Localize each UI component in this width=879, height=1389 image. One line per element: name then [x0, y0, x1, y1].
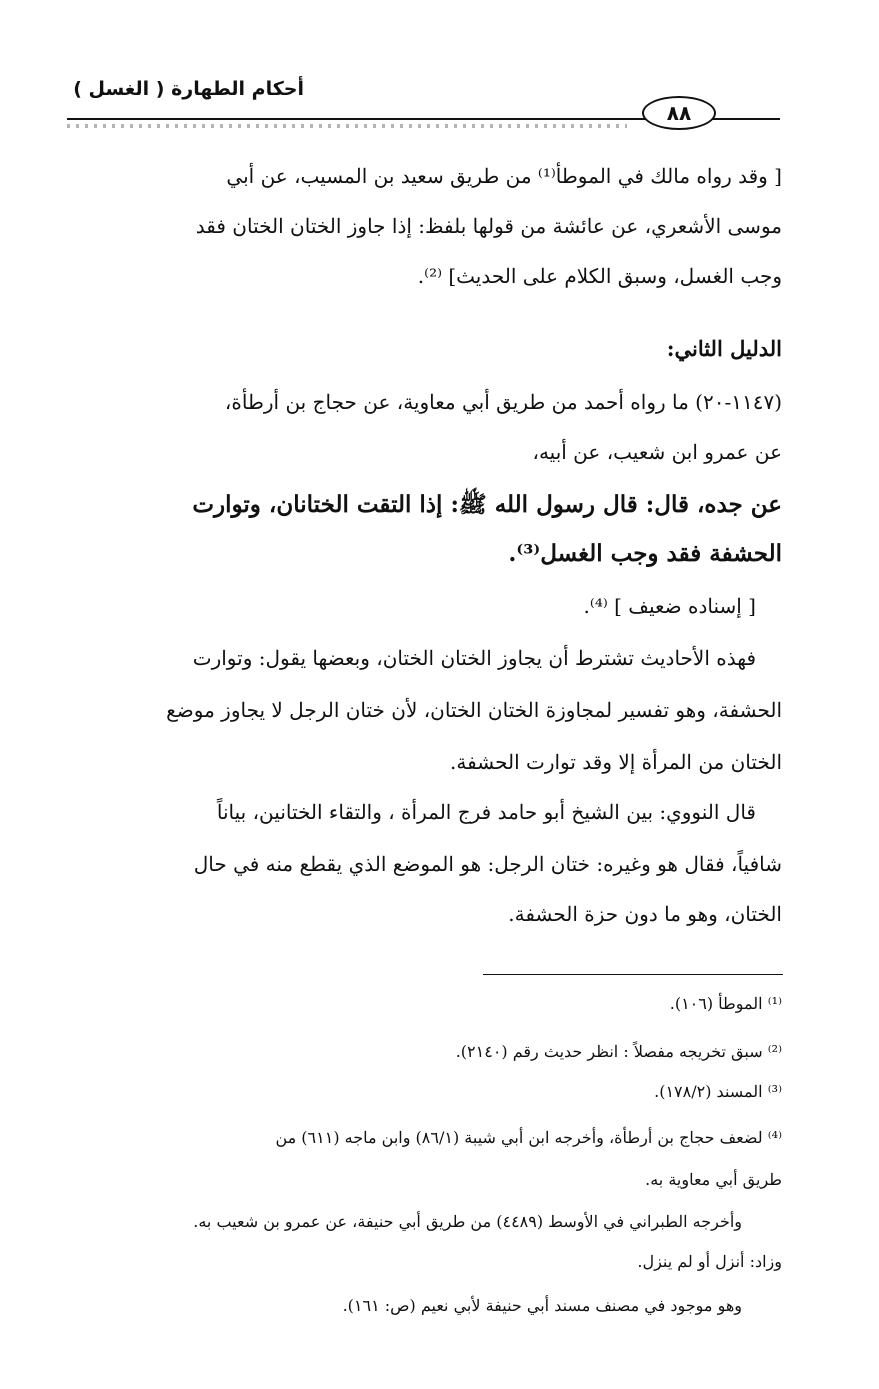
- footnote-continuation: وزاد: أنزل أو لم ينزل.: [637, 1252, 782, 1271]
- footnote: ⁽¹⁾ الموطأ (١٠٦).: [669, 994, 782, 1013]
- footnote-separator: [483, 974, 783, 975]
- hadith-text: عن جده، قال: قال رسول الله ﷺ: إذا التقت الختانان، وتوارت: [192, 491, 782, 518]
- body-line: الحشفة، وهو تفسير لمجاوزة الختان الختان، لأن ختان الرجل لا يجاوز موضع: [166, 698, 782, 722]
- body-line: الختان، وهو ما دون حزة الحشفة.: [508, 902, 782, 926]
- hadith-text: الحشفة فقد وجب الغسل⁽³⁾.: [508, 540, 782, 567]
- footnote-continuation: وأخرجه الطبراني في الأوسط (٤٤٨٩) من طريق أبي حنيفة، عن عمرو بن شعيب به.: [193, 1212, 742, 1231]
- section-heading: الدليل الثاني:: [666, 336, 782, 361]
- running-title: أحكام الطهارة ( الغسل ): [73, 78, 304, 100]
- footnote-continuation: طريق أبي معاوية به.: [645, 1170, 782, 1189]
- body-line: شافياً، فقال هو وغيره: ختان الرجل: هو الموضع الذي يقطع منه في حال: [193, 852, 782, 876]
- body-line: قال النووي: بين الشيخ أبو حامد فرج المرأة ، والتقاء الختانين، بياناً: [216, 800, 756, 824]
- page-number: ٨٨: [642, 96, 716, 130]
- body-line: [ وقد رواه مالك في الموطأ⁽¹⁾ من طريق سعيد بن المسيب، عن أبي: [226, 164, 782, 188]
- body-line: (١١٤٧-٢٠) ما رواه أحمد من طريق أبي معاوية، عن حجاج بن أرطأة،: [224, 390, 782, 414]
- footnote: ⁽³⁾ المسند (١٧٨/٢).: [654, 1082, 782, 1101]
- body-line: فهذه الأحاديث تشترط أن يجاوز الختان الختان، وبعضها يقول: وتوارت: [192, 646, 756, 670]
- body-line: وجب الغسل، وسبق الكلام على الحديث] ⁽²⁾.: [417, 264, 782, 288]
- body-line: الختان من المرأة إلا وقد توارت الحشفة.: [450, 750, 782, 774]
- footnote-continuation: وهو موجود في مصنف مسند أبي حنيفة لأبي نعيم (ص: ١٦١).: [342, 1296, 742, 1315]
- body-line: موسى الأشعري، عن عائشة من قولها بلفظ: إذا جاوز الختان الختان فقد: [195, 214, 782, 238]
- header-rule-texture: [67, 124, 627, 128]
- footnote: ⁽²⁾ سبق تخريجه مفصلاً : انظر حديث رقم (٢١٤٠).: [455, 1042, 782, 1061]
- body-line: عن عمرو ابن شعيب، عن أبيه،: [532, 440, 782, 464]
- footnote: ⁽⁴⁾ لضعف حجاج بن أرطأة، وأخرجه ابن أبي شيبة (٨٦/١) وابن ماجه (٦١١) من: [275, 1128, 782, 1147]
- grading-text: [ إسناده ضعيف ] ⁽⁴⁾.: [583, 594, 756, 618]
